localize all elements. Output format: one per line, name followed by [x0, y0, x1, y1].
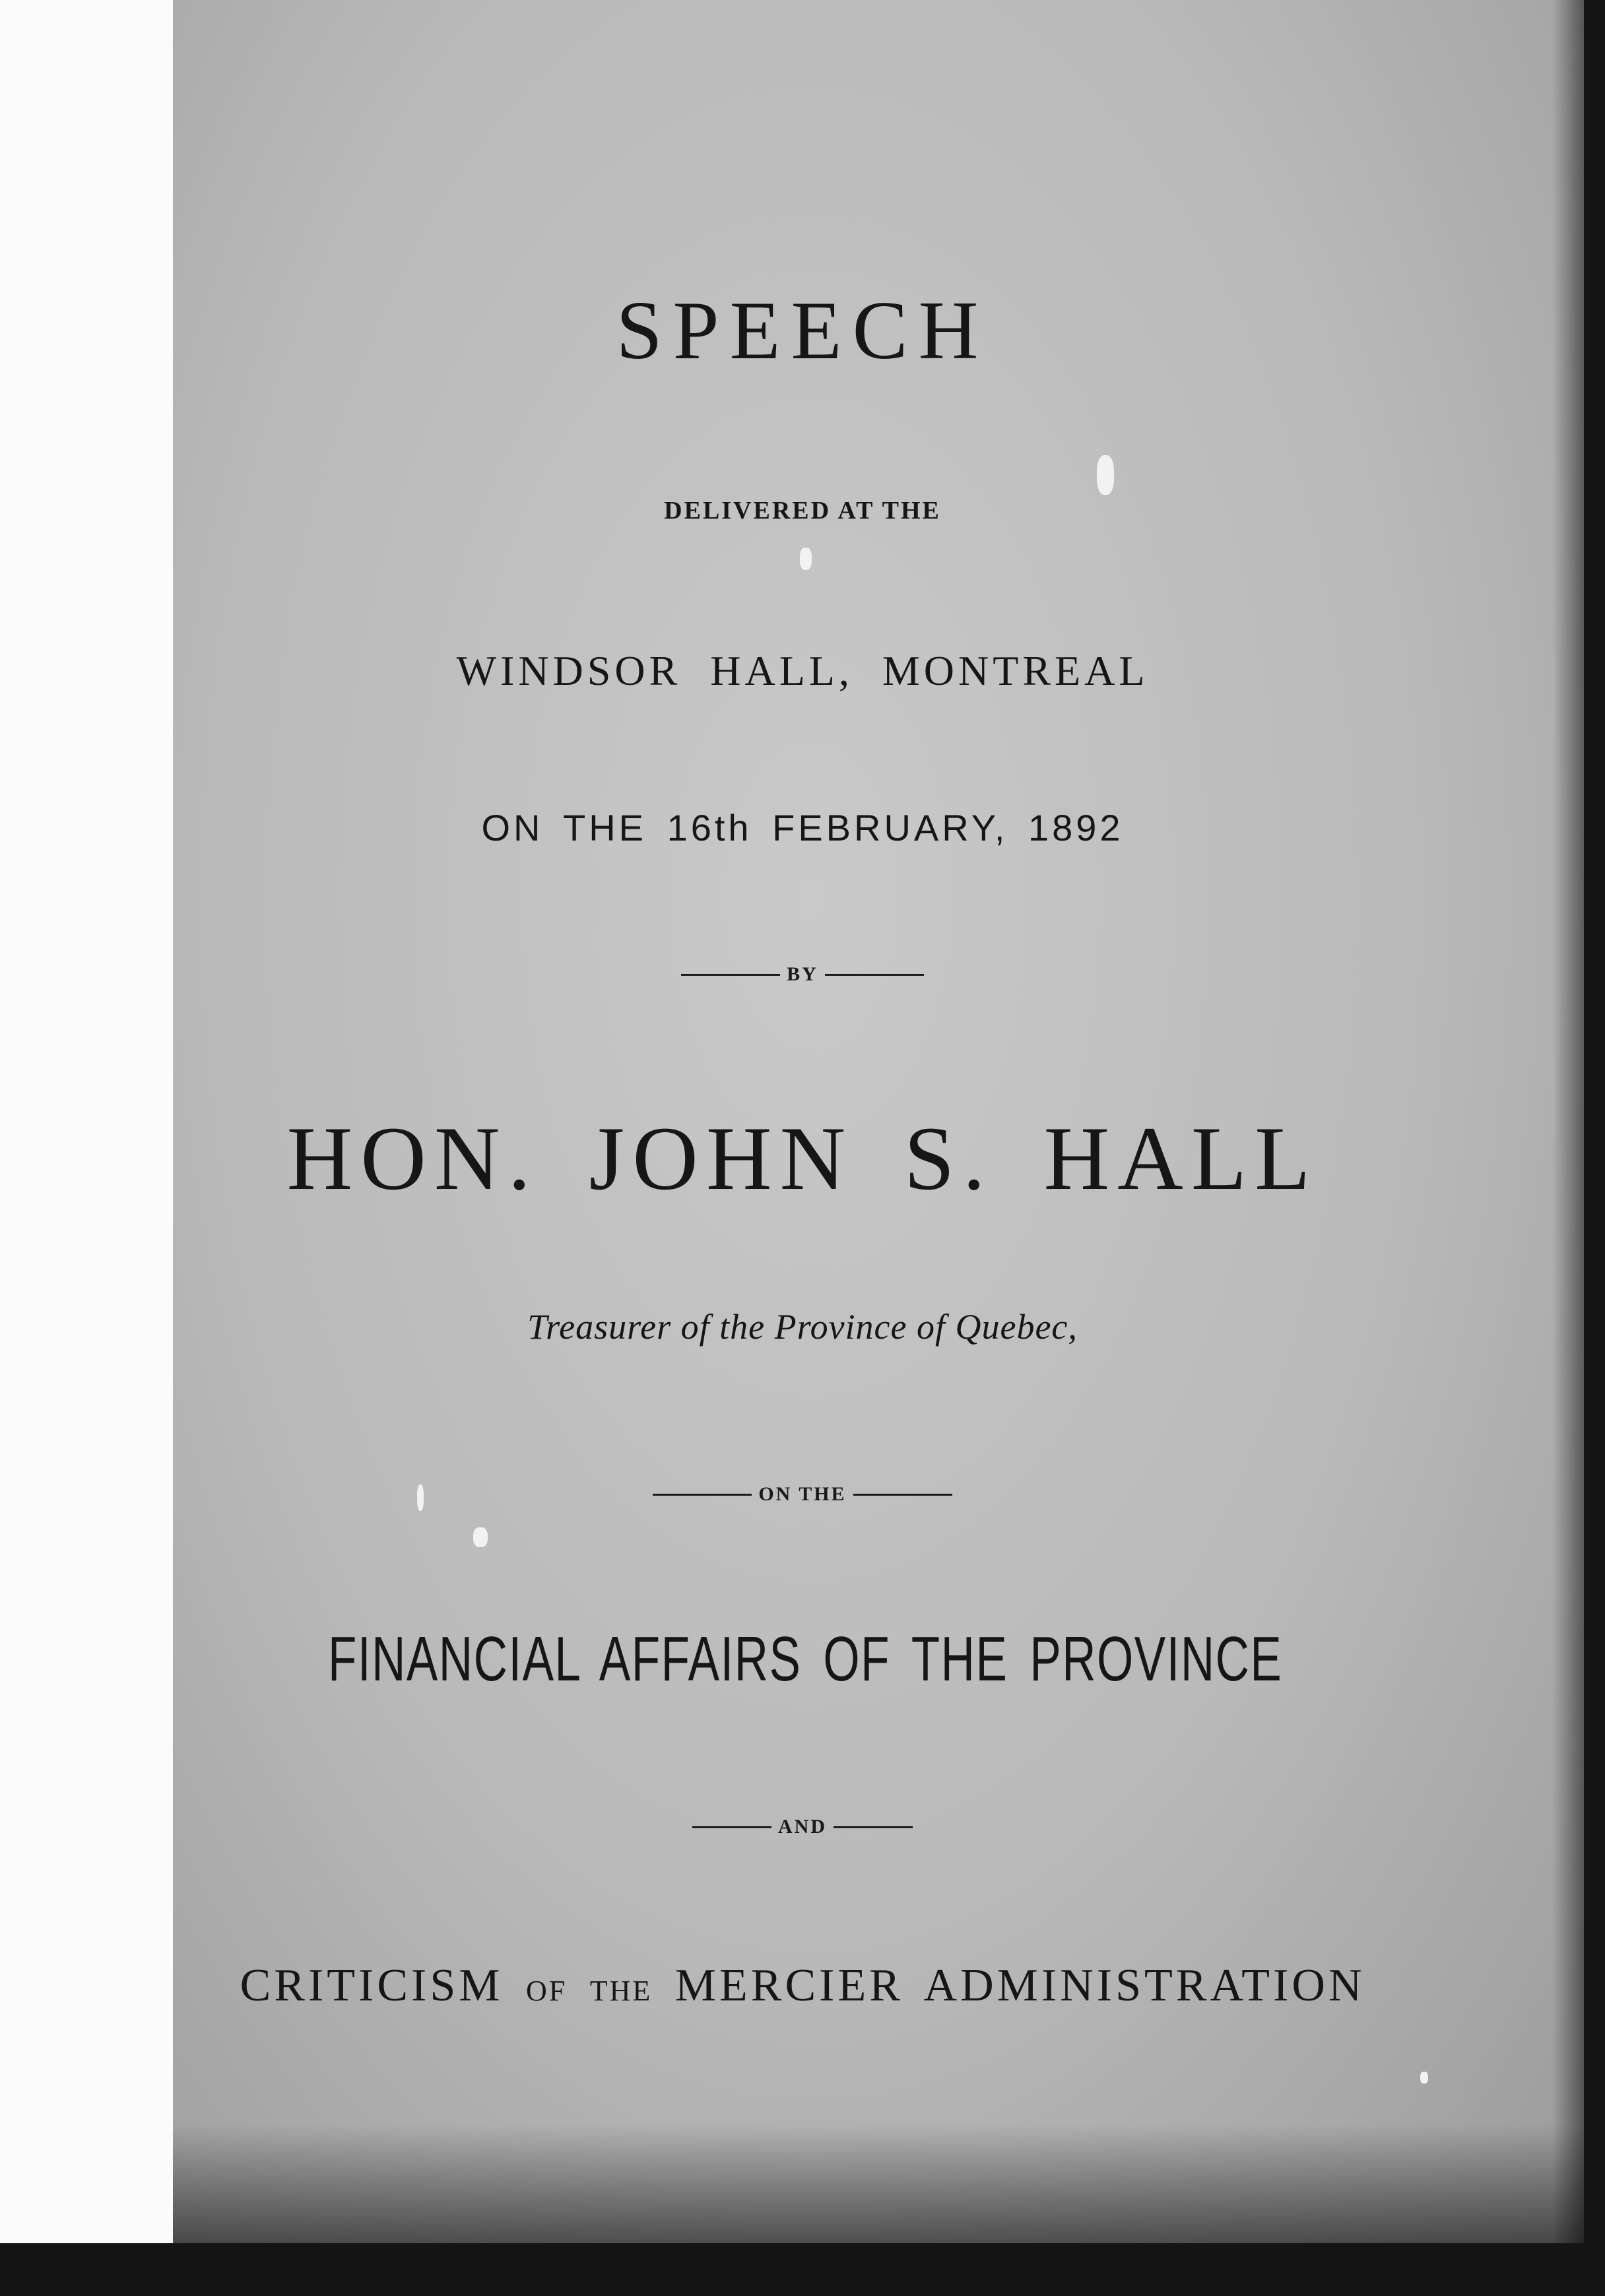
title-heading: SPEECH — [616, 285, 989, 377]
and-label: AND — [778, 1816, 827, 1837]
by-label: BY — [787, 963, 818, 985]
divider-rule — [825, 974, 924, 976]
scan-border-bottom — [0, 2243, 1605, 2296]
of-word: OF — [526, 1975, 568, 2007]
administration-phrase: MERCIER ADMINISTRATION — [674, 1960, 1365, 2011]
subject-line: FINANCIAL AFFAIRS OF THE PROVINCE — [328, 1624, 1283, 1694]
divider-rule — [834, 1826, 913, 1828]
the-word: THE — [589, 1975, 653, 2007]
divider-rule — [853, 1494, 952, 1496]
divider-rule — [681, 974, 780, 976]
on-the-divider — [0, 1483, 1605, 1506]
date-line: ON THE 16th FEBRUARY, 1892 — [481, 807, 1124, 848]
on-the-label: ON THE — [758, 1483, 847, 1505]
divider-rule — [653, 1494, 752, 1496]
venue-line: WINDSOR HALL, MONTREAL — [456, 647, 1149, 694]
by-divider — [0, 963, 1605, 986]
and-divider — [0, 1816, 1605, 1838]
criticism-line — [0, 1960, 1605, 2012]
speaker-name: HON. JOHN S. HALL — [286, 1108, 1319, 1209]
speaker-title: Treasurer of the Province of Quebec, — [527, 1307, 1078, 1347]
divider-rule — [692, 1826, 771, 1828]
criticism-word: CRITICISM — [240, 1960, 504, 2011]
delivered-line: DELIVERED AT THE — [664, 497, 941, 525]
